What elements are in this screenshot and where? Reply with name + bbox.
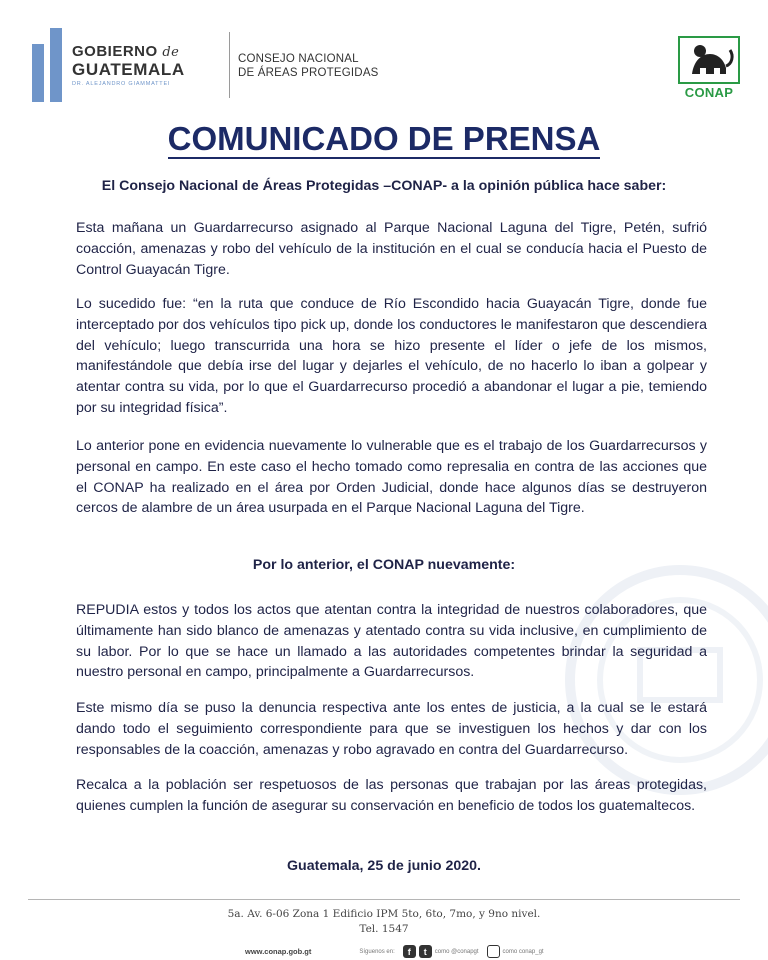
facebook-icon[interactable]: f <box>403 945 416 958</box>
paragraph-4: REPUDIA estos y todos los actos que atentan contra la integridad de nuestros colaboradores, que últimamente han sido blanco de amenazas y atentado contra su vida inclusive, en cumplimiento de su labor. Por lo que se hace un llamado a las autoridades competentes brindar la seguridad a nuestro personal en campo, principalmente a Guardarrecursos. <box>76 602 707 681</box>
header-divider <box>229 32 230 98</box>
president-name: DR. ALEJANDRO GIAMMATTEI <box>72 80 171 87</box>
footer-address: 5a. Av. 6-06 Zona 1 Edificio IPM 5to, 6to, 7mo, y 9no nivel. Tel. 1547 <box>227 908 541 935</box>
conap-logo-text: CONAP <box>684 85 734 100</box>
paragraph-2: Lo sucedido fue: “en la ruta que conduce de Río Escondido hacia Guayacán Tigre, donde fue interceptado por dos vehículos tipo pick up, donde los conductores le manifestaron que descendiera del vehículo; luego transcurrida una hora se hizo presente el líder o jefe de los mismos, manifestándole que debía irse del lugar y dejarles el vehículo, de no hacerlo lo iban a golpear y atentar contra su vida, por lo que el Guardarrecurso procedió a abandonar el lugar a pie, temiendo por su integridad física”. <box>76 296 707 416</box>
intro-heading: El Consejo Nacional de Áreas Protegidas –CONAP- a la opinión pública hace saber: <box>101 178 667 194</box>
paragraph-3: Lo anterior pone en evidencia nuevamente lo vulnerable que es el trabajo de los Guardarrecursos y personal en campo. En este caso el hecho tomado como represalia en contra de las acciones que el CONAP ha realizado en el área por Orden Judicial, donde hace algunos días se destruyeron cercos de alambre de un área usurpada en el Parque Nacional Laguna del Tigre. <box>76 438 707 517</box>
footer-divider <box>28 899 740 900</box>
subheading: Por lo anterior, el CONAP nuevamente: <box>252 557 516 573</box>
social-follow-label: Síguenos en: <box>359 948 395 955</box>
instagram-icon[interactable] <box>487 945 500 958</box>
council-name: CONSEJO NACIONAL DE ÁREAS PROTEGIDAS <box>238 53 379 79</box>
instagram-handle: como conap_gt <box>502 948 544 955</box>
website-link[interactable]: www.conap.gob.gt <box>245 947 312 956</box>
guatemala-text: GUATEMALA <box>72 59 185 79</box>
gobierno-text: GOBIERNO de <box>72 42 180 60</box>
page-title: COMUNICADO DE PRENSA <box>167 120 601 157</box>
paragraph-5: Este mismo día se puso la denuncia respectiva ante los entes de justicia, a la cual se le estará dando todo el seguimiento correspondiente para que se investiguen los hechos y dar con los responsables de la coacción, amenazas y robo agravado en contra del Guardarrecurso. <box>76 700 707 758</box>
conap-logo <box>676 36 742 100</box>
gobierno-guatemala-logo <box>32 28 185 102</box>
jaguar-emblem-icon <box>678 36 740 84</box>
date-line: Guatemala, 25 de junio 2020. <box>287 858 481 874</box>
twitter-icon[interactable]: t <box>419 945 432 958</box>
paragraph-1: Esta mañana un Guardarrecurso asignado al Parque Nacional Laguna del Tigre, Petén, sufrió coacción, amenazas y robo del vehículo de la institución en el cual se conducía hacia el Puesto de Control Guayacán Tigre. <box>76 220 707 278</box>
gobierno-bars-icon <box>32 28 62 102</box>
paragraph-6: Recalca a la población ser respetuosos de las personas que trabajan por las áreas protegidas, quienes cumplen la función de asegurar su conservación en beneficio de todos los guatemaltecos. <box>76 777 707 814</box>
footer-contacts <box>245 945 552 958</box>
social-handle: como @conapgt <box>434 948 479 955</box>
